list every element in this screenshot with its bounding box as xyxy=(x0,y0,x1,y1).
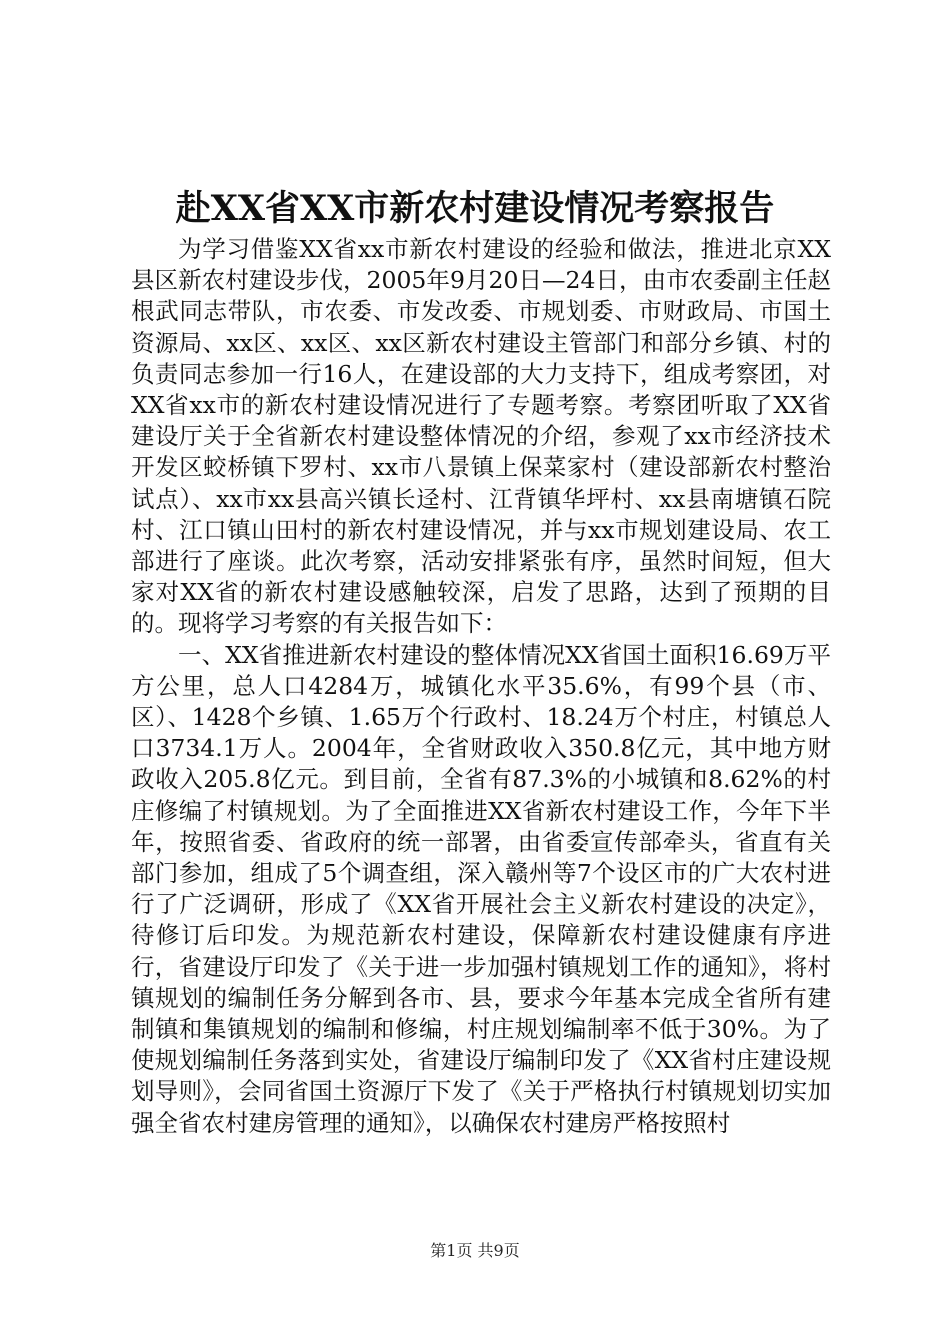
document-body xyxy=(131,234,831,1139)
paragraph: 为学习借鉴XX省xx市新农村建设的经验和做法，推进北京XX县区新农村建设步伐，2005年9月20日—24日，由市农委副主任赵根武同志带队，市农委、市发改委、市规划委、市财政局、市国土资源局、xx区、xx区、xx区新农村建设主管部门和部分乡镇、村的负责同志参加一行16人，在建设部的大力支持下，组成考察团，对XX省xx市的新农村建设情况进行了专题考察。考察团听取了XX省建设厅关于全省新农村建设整体情况的介绍，参观了xx市经济技术开发区蛟桥镇下罗村、xx市八景镇上保菜家村（建设部新农村整治试点）、xx市xx县高兴镇长迳村、江背镇华坪村、xx县南塘镇石院村、江口镇山田村的新农村建设情况，并与xx市规划建设局、农工部进行了座谈。此次考察，活动安排紧张有序，虽然时间短，但大家对XX省的新农村建设感触较深，启发了思路，达到了预期的目的。现将学习考察的有关报告如下： xyxy=(131,235,831,638)
document-title: 赴XX省XX市新农村建设情况考察报告 xyxy=(175,188,775,229)
page-footer: 第1页 共9页 xyxy=(430,1241,520,1260)
paragraph: 一、XX省推进新农村建设的整体情况XX省国土面积16.69万平方公里，总人口4284万，城镇化水平35.6%，有99个县（市、区）、1428个乡镇、1.65万个行政村、18.24万个村庄，村镇总人口3734.1万人。2004年，全省财政收入350.8亿元，其中地方财政收入205.8亿元。到目前，全省有87.3%的小城镇和8.62%的村庄修编了村镇规划。为了全面推进XX省新农村建设工作，今年下半年，按照省委、省政府的统一部署，由省委宣传部牵头，省直有关部门参加，组成了5个调查组，深入赣州等7个设区市的广大农村进行了广泛调研，形成了《XX省开展社会主义新农村建设的决定》，待修订后印发。为规范新农村建设，保障新农村建设健康有序进行，省建设厅印发了《关于进一步加强村镇规划工作的通知》，将村镇规划的编制任务分解到各市、县，要求今年基本完成全省所有建制镇和集镇规划的编制和修编，村庄规划编制率不低于30%。为了使规划编制任务落到实处，省建设厅编制印发了《XX省村庄建设规划导则》，会同省国土资源厅下发了《关于严格执行村镇规划切实加强全省农村建房管理的通知》，以确保农村建房严格按照村 xyxy=(131,640,831,1137)
